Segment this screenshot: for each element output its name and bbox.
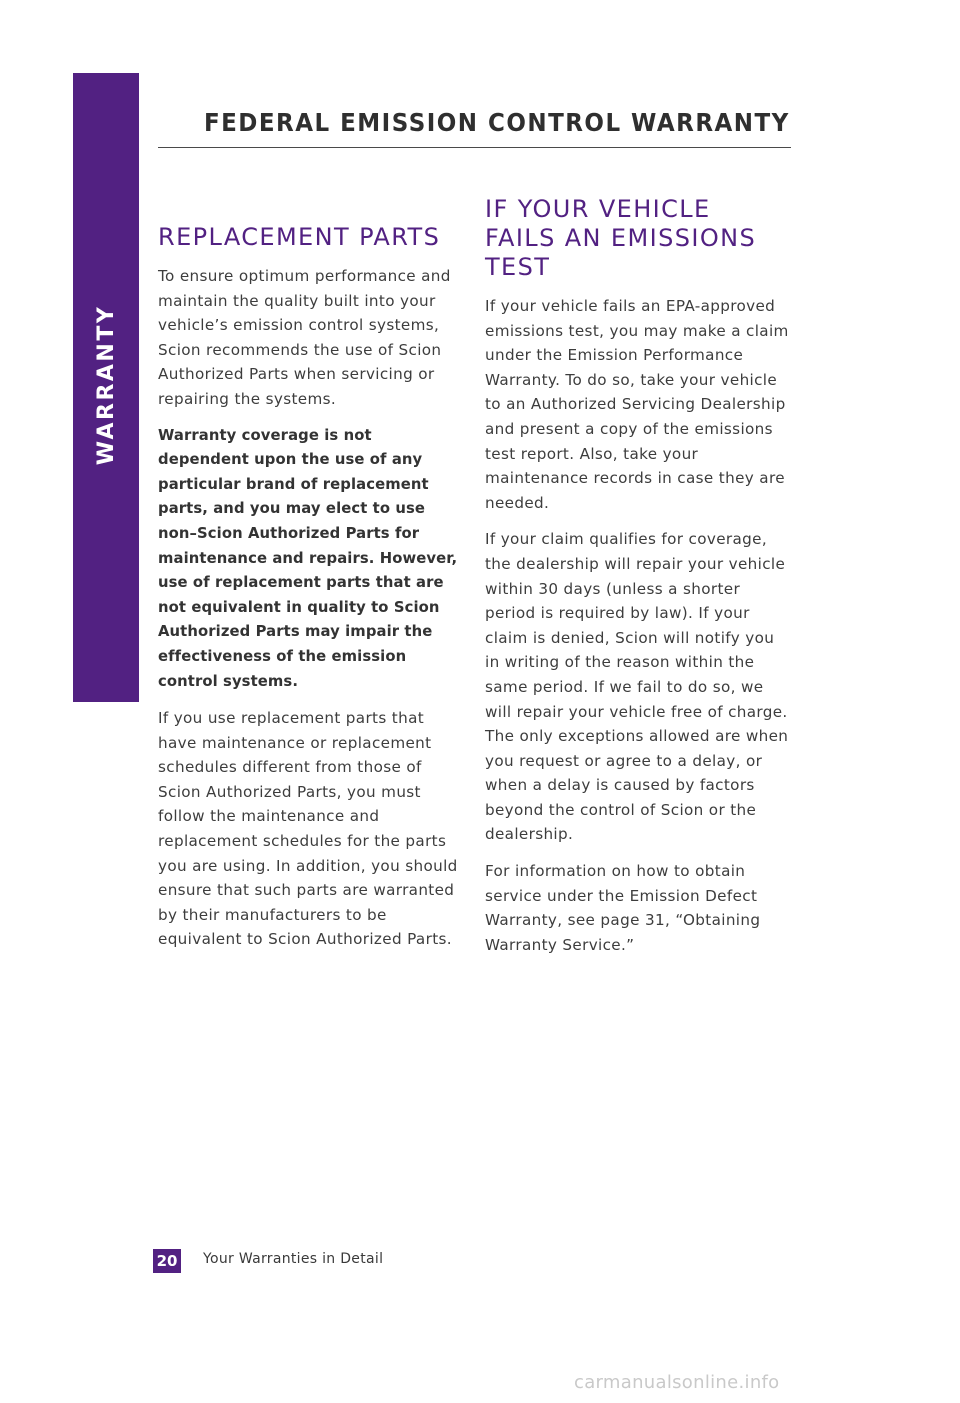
left-column: [158, 190, 463, 952]
paragraph: To ensure optimum performance and maintain the quality built into your vehicle’s emission control systems, Scion recommends the use of Scion Authorized Parts when servicing or repairing the systems.: [158, 267, 451, 408]
paragraph: If you use replacement parts that have maintenance or replacement schedules different from those of Scion Authorized Parts, you must follow the maintenance and replacement schedules for the parts you are using. In addition, you should ensure that such parts are warranted by their manufacturers to be equivalent to Scion Authorized Parts.: [158, 709, 458, 949]
footer-title: Your Warranties in Detail: [203, 1251, 384, 1267]
watermark: carmanualsonline.info: [574, 1372, 780, 1393]
page-title: FEDERAL EMISSION CONTROL WARRANTY: [204, 108, 790, 137]
section-heading-replacement-parts: REPLACEMENT PARTS: [158, 223, 441, 251]
page-number: 20: [153, 1249, 181, 1273]
paragraph: For information on how to obtain service under the Emission Defect Warranty, see page 31, “Obtaining Warranty Service.”: [485, 862, 761, 954]
side-tab-label: WARRANTY: [93, 304, 119, 466]
section-heading-emissions-test: IF YOUR VEHICLE FAILS AN EMISSIONS TEST: [485, 195, 757, 281]
paragraph: If your claim qualifies for coverage, the dealership will repair your vehicle within 30 days (unless a shorter period is required by law). If your claim is denied, Scion will notify you in writing of the reason within the same period. If we fail to do so, we will repair your vehicle free of charge. The only exceptions allowed are when you request or agree to a delay, or when a delay is caused by factors beyond the control of Scion or the dealership.: [485, 530, 789, 844]
paragraph: If your vehicle fails an EPA-approved emissions test, you may make a claim under the Emission Performance Warranty. To do so, take your vehicle to an Authorized Servicing Dealership and present a copy of the emissions test report. Also, take your maintenance records in case they are needed.: [485, 297, 789, 512]
paragraph-bold: Warranty coverage is not dependent upon the use of any particular brand of replacement parts, and you may elect to use non–Scion Authorized Parts for maintenance and repairs. However, use of replacement parts that are not equivalent in quality to Scion Authorized Parts may impair the effectiveness of the emission control systems.: [158, 426, 458, 690]
title-divider: [158, 147, 791, 148]
right-column: [485, 190, 790, 957]
